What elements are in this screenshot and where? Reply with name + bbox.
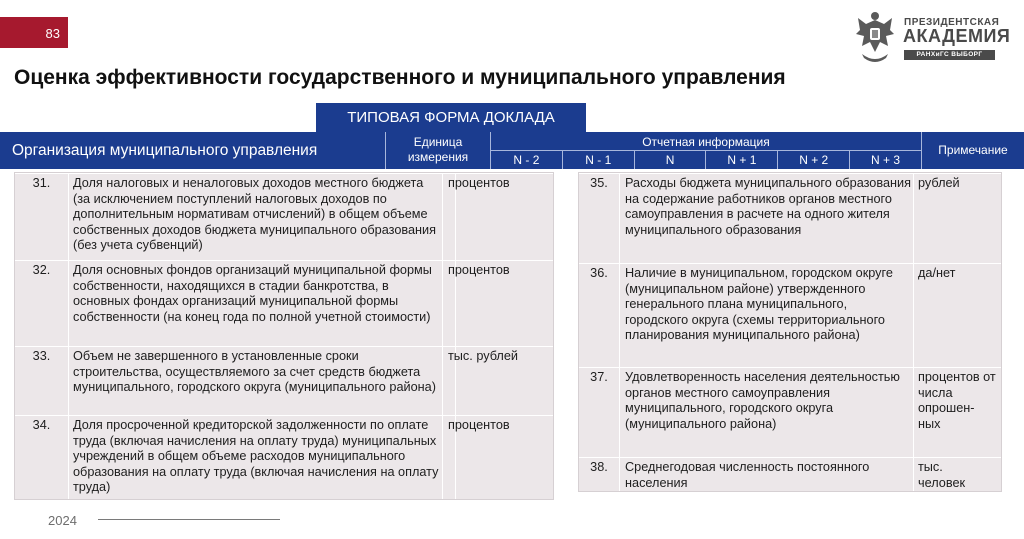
- header-organization: Организация муниципального управления: [12, 142, 318, 159]
- header-period: N + 3: [849, 151, 921, 169]
- table-row: [15, 173, 553, 260]
- header-unit-line2: измерения: [407, 150, 469, 164]
- row-indicator: Доля просроченной кредиторской задолженности по оплате труда (включая начисления на оплату труда) муниципальных учреждений в общем объеме расходов муниципального образования на оплату труда (включая начисления на оплату труда): [73, 418, 439, 495]
- table-row: [15, 260, 553, 346]
- table-row: [15, 346, 553, 415]
- logo-line-1: ПРЕЗИДЕНТСКАЯ: [904, 17, 1000, 28]
- row-number: 33.: [32, 349, 51, 363]
- row-indicator: Наличие в муниципальном, городском округе (муниципальном районе) утвержденного генерального плана муниципального, городского округа (схемы территориального планирования муниципального района): [625, 266, 893, 343]
- header-reporting: Отчетная информация: [642, 135, 770, 149]
- row-indicator: Расходы бюджета муниципального образования на содержание работников органов местного самоуправления в расчете на одного жителя муниципального образования: [625, 176, 911, 237]
- row-unit: рублей: [918, 176, 960, 190]
- indicator-table-right: [578, 172, 1002, 492]
- row-number: 34.: [32, 418, 51, 432]
- row-number: 36.: [590, 266, 608, 280]
- form-banner: ТИПОВАЯ ФОРМА ДОКЛАДА: [316, 103, 586, 132]
- header-period: N + 1: [705, 151, 777, 169]
- double-headed-eagle-emblem-icon: [852, 10, 898, 66]
- row-number: 31.: [32, 176, 51, 190]
- page-title: Оценка эффективности государственного и муниципального управления: [14, 66, 786, 89]
- table-row: [15, 415, 553, 501]
- footer-year: 2024: [48, 513, 77, 528]
- header-period: N + 2: [777, 151, 849, 169]
- footer-divider: [98, 519, 280, 520]
- row-indicator: Среднегодовая численность постоянного населения: [625, 460, 870, 490]
- header-unit: [386, 135, 490, 165]
- slide-number: 83: [0, 17, 68, 48]
- row-indicator: Удовлетворенность населения деятельностью органов местного самоуправления муниципального, городского округа (муниципального района): [625, 370, 900, 431]
- table-row: [579, 173, 1001, 263]
- table-row: [579, 367, 1001, 457]
- row-number: 38.: [590, 460, 608, 474]
- academy-logo: [852, 8, 1011, 68]
- logo-line-3: РАНХиГС ВЫБОРГ: [904, 50, 995, 60]
- header-note: Примечание: [938, 143, 1008, 157]
- row-number: 35.: [590, 176, 608, 190]
- row-indicator: Доля основных фондов организаций муниципальной формы собственности, находящихся в стадии банкротства, в основных фондах организаций муниципальной формы собственности (на конец года по полной учетной стоимости): [73, 263, 432, 324]
- row-unit: процентов: [448, 418, 510, 432]
- header-period: N - 2: [513, 153, 540, 167]
- logo-line-2: АКАДЕМИЯ: [903, 26, 1011, 46]
- header-unit-line1: Единица: [413, 135, 463, 149]
- indicator-table-left: [14, 172, 554, 500]
- row-unit: процентов: [448, 176, 510, 190]
- row-unit: да/нет: [918, 266, 956, 280]
- row-unit: процентов от числа опрошен-ных: [918, 370, 996, 431]
- row-unit: процентов: [448, 263, 510, 277]
- row-unit: тыс. рублей: [448, 349, 518, 363]
- row-indicator: Доля налоговых и неналоговых доходов местного бюджета (за исключением поступлений налоговых доходов по дополнительным нормативам отчислений) в общем объеме собственных доходов бюджета муниципального образования (без учета субвенций): [73, 176, 437, 253]
- row-unit: тыс. человек: [918, 460, 966, 490]
- row-number: 37.: [590, 370, 608, 384]
- table-row: [579, 457, 1001, 493]
- header-period: N - 1: [562, 151, 634, 169]
- table-header: [0, 132, 1024, 169]
- header-periods: [491, 151, 921, 169]
- row-indicator: Объем не завершенного в установленные сроки строительства, осуществляемого за счет средств бюджета муниципального, городского округа (муниципального района): [73, 349, 436, 395]
- header-period: N: [634, 151, 706, 169]
- table-row: [579, 263, 1001, 367]
- row-number: 32.: [32, 263, 51, 277]
